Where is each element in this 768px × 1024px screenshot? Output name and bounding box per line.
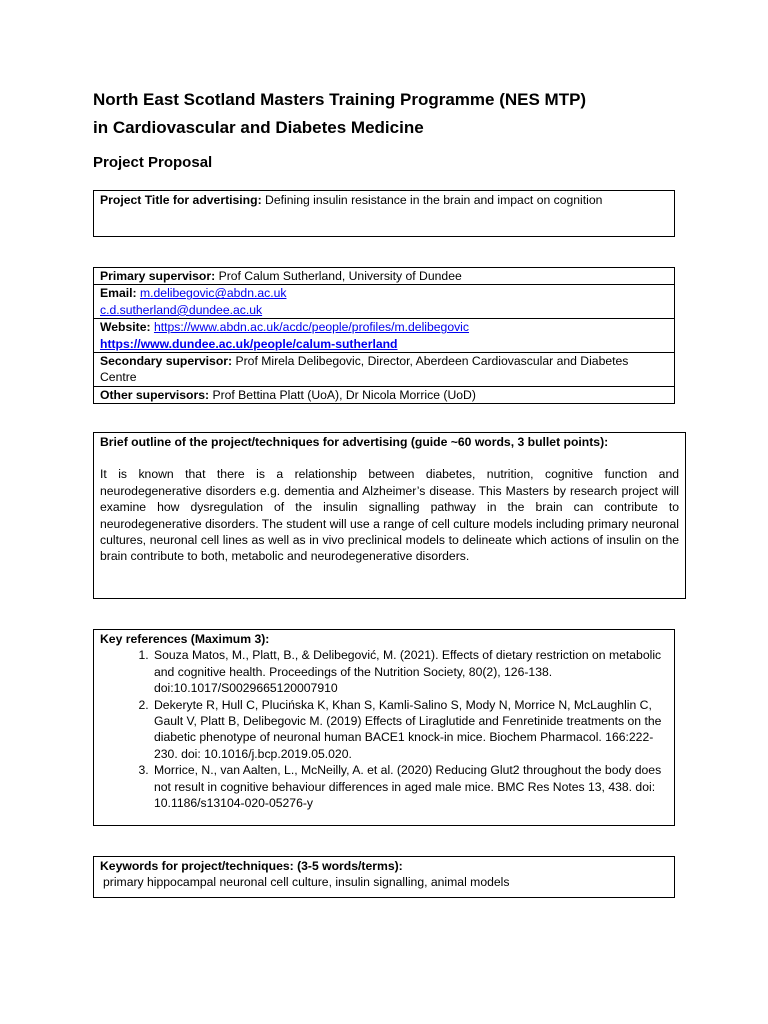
email-link-1[interactable]: m.delibegovic@abdn.ac.uk: [139, 286, 287, 301]
project-outline-box: [93, 432, 686, 599]
email-row: [94, 284, 674, 318]
email-label: Email:: [100, 286, 137, 301]
website-link-2[interactable]: https://www.dundee.ac.uk/people/calum-sutherland: [100, 336, 398, 351]
project-title-value: Defining insulin resistance in the brain and impact on cognition: [265, 193, 603, 207]
secondary-supervisor-value: Prof Mirela Delibegovic, Director, Aberdeen Cardiovascular and Diabetes Centre: [100, 354, 629, 385]
website-row: [94, 318, 674, 352]
keywords-label: Keywords for project/techniques: (3-5 words/terms):: [100, 859, 403, 873]
email-link-2[interactable]: c.d.sutherland@dundee.ac.uk: [100, 302, 263, 317]
keywords-value: primary hippocampal neuronal cell culture, insulin signalling, animal models: [103, 875, 510, 890]
secondary-supervisor-row: [94, 352, 674, 386]
references-label: Key references (Maximum 3):: [100, 632, 270, 646]
keywords-box: [93, 856, 675, 898]
reference-item: 2. Dekeryte R, Hull C, Plucińska K, Khan S, Kamli-Salino S, Mody N, Morrice N, McLaughlin C, Gault V, Platt B, Delibegovic M. (2019) Effects of Liraglutide and Fenretinide treatments on the diabetic phenotype of neuronal human BACE1 knock-in mice. Biochem Pharmacol. 166:222-230. doi: 10.1016/j.bcp.2019.05.020.: [152, 697, 668, 763]
programme-title-line-1: North East Scotland Masters Training Programme (NES MTP): [93, 90, 587, 109]
project-title-box: [93, 190, 675, 237]
reference-item: 3. Morrice, N., van Aalten, L., McNeilly, A. et al. (2020) Reducing Glut2 throughout the body does not result in cognitive behaviour differences in aged male mice. BMC Res Notes 13, 438. doi: 10.1186/s13104-020-05276-y: [152, 762, 668, 811]
references-list: [100, 647, 668, 811]
project-title-label: Project Title for advertising:: [100, 193, 262, 207]
project-proposal-heading: Project Proposal: [93, 154, 213, 171]
supervisors-table: [93, 267, 675, 404]
primary-supervisor-row: [94, 268, 674, 284]
website-link-1[interactable]: https://www.abdn.ac.uk/acdc/people/profiles/m.delibegovic: [153, 320, 469, 335]
primary-supervisor-value: Prof Calum Sutherland, University of Dundee: [218, 269, 462, 283]
other-supervisors-label: Other supervisors:: [100, 387, 210, 402]
secondary-supervisor-label: Secondary supervisor:: [100, 354, 233, 369]
reference-item: 1. Souza Matos, M., Platt, B., & Delibegović, M. (2021). Effects of dietary restriction on metabolic and cognitive health. Proceedings of the Nutrition Society, 80(2), 126-138. doi:10.1017/S0029665120007910: [152, 647, 668, 696]
programme-title-line-2: in Cardiovascular and Diabetes Medicine: [93, 118, 424, 137]
outline-text: It is known that there is a relationship between diabetes, nutrition, cognitive function and neurodegenerative disorders e.g. dementia and Alzheimer’s disease. This Masters by research project will examine how dysregulation of the insulin signalling pathway in the brain can contribute to neurodegenerative disorders. The student will use a range of cell culture models including primary neuronal cultures, neuronal cell lines as well as in vivo preclinical models to delineate which actions of insulin on the brain contribute to both, metabolic and neurodegenerative disorders.: [100, 467, 679, 564]
other-supervisors-row: [94, 386, 674, 403]
key-references-box: [93, 629, 675, 826]
outline-label: Brief outline of the project/techniques for advertising (guide ~60 words, 3 bullet points):: [100, 435, 609, 449]
other-supervisors-value: Prof Bettina Platt (UoA), Dr Nicola Morrice (UoD): [212, 387, 476, 402]
primary-supervisor-label: Primary supervisor:: [100, 269, 216, 283]
website-label: Website:: [100, 320, 151, 335]
